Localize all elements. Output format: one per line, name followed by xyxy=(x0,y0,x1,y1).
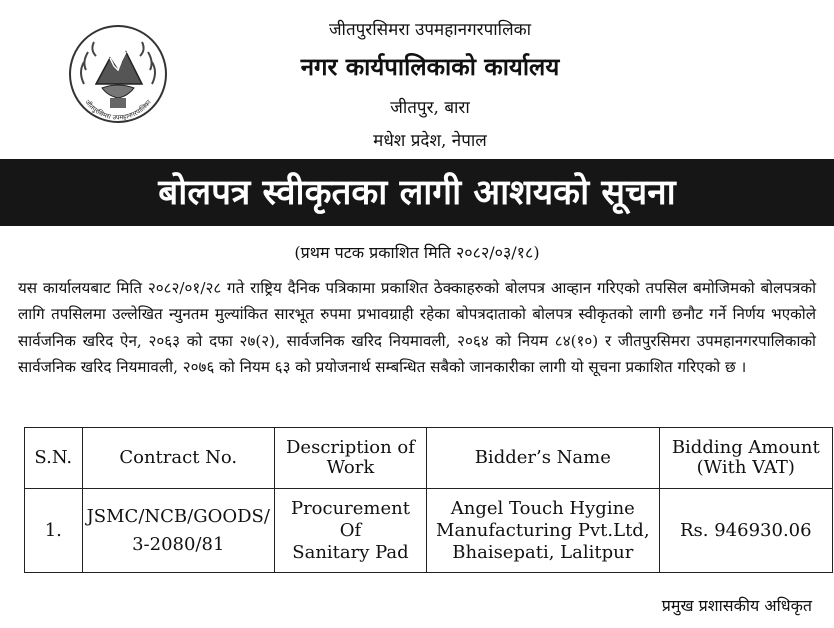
header-bidder-name: Bidder’s Name xyxy=(427,428,660,489)
cell-bidder-name xyxy=(427,489,660,573)
cell-bidder-line2: Manufacturing Pvt.Ltd, xyxy=(436,519,650,541)
cell-contract-line1: JSMC/NCB/GOODS/ xyxy=(86,505,270,527)
cell-description-line2: Sanitary Pad xyxy=(292,541,409,563)
header-description-line2: Work xyxy=(326,457,375,478)
header-sn: S.N. xyxy=(25,428,83,489)
signature-title: प्रमुख प्रशासकीय अधिकृत xyxy=(661,596,812,615)
table-header-row xyxy=(25,428,833,489)
office-name: नगर कार्यपालिकाको कार्यालय xyxy=(300,52,560,81)
cell-bidder-line1: Angel Touch Hygine xyxy=(450,497,635,519)
municipality-name: जीतपुरसिमरा उपमहानगरपालिका xyxy=(328,20,532,40)
cell-contract-no xyxy=(82,489,274,573)
header-amount-line2: (With VAT) xyxy=(696,457,795,478)
bid-table xyxy=(24,427,833,573)
cell-sn: 1. xyxy=(25,489,83,573)
cell-description-line1: Procurement Of xyxy=(290,497,410,541)
cell-contract-line2: 3-2080/81 xyxy=(132,533,225,555)
header-contract-no: Contract No. xyxy=(82,428,274,489)
publish-date: (प्रथम पटक प्रकाशित मिति २०८२/०३/१८) xyxy=(294,243,540,262)
notice-title-banner: बोलपत्र स्वीकृतका लागी आशयको सूचना xyxy=(0,159,834,226)
cell-description xyxy=(274,489,426,573)
header-bidding-amount xyxy=(659,428,832,489)
office-province: मधेश प्रदेश, नेपाल xyxy=(373,131,487,151)
notice-body-text: यस कार्यालयबाट मिति २०८२/०१/२८ गते राष्ट्रिय दैनिक पत्रिकामा प्रकाशित ठेक्काहरुको बोलपत्र आव्हान गरिएको तपसिल बमोजिमको बोलपत्रको लागि तपसिलमा उल्लेखित न्युनतम मुल्यांकित सारभूत रुपमा प्रभावग्राही रहेका बोपत्रदाताको बोलपत्र स्वीकृतको लागी छनौट गर्ने निर्णय भएकोले सार्वजनिक खरिद ऐन, २०६३ को दफा २७(२), सार्वजनिक खरिद नियमावली, २०६४ को नियम ८४(१०) र जीतपुरसिमरा उपमहानगरपालिकाको सार्वजनिक खरिद नियमावली, २०७६ को नियम ६३ को प्रयोजनार्थ सम्बन्धित सबैको जानकारीका लागी यो सूचना प्रकाशित गरिएको छ । xyxy=(18,279,816,377)
header-description-line1: Description of xyxy=(286,437,415,458)
nepal-emblem-icon xyxy=(66,22,170,134)
svg-text:जीतपुरसिमरा उपमहानगरपालिका: जीतपुरसिमरा उपमहानगरपालिका xyxy=(83,98,153,122)
cell-bidder-line3: Bhaisepati, Lalitpur xyxy=(452,541,634,563)
table-row xyxy=(25,489,833,573)
office-city: जीतपुर, बारा xyxy=(390,98,470,118)
cell-bidding-amount: Rs. 946930.06 xyxy=(659,489,832,573)
header-description xyxy=(274,428,426,489)
header-amount-line1: Bidding Amount xyxy=(671,437,820,458)
